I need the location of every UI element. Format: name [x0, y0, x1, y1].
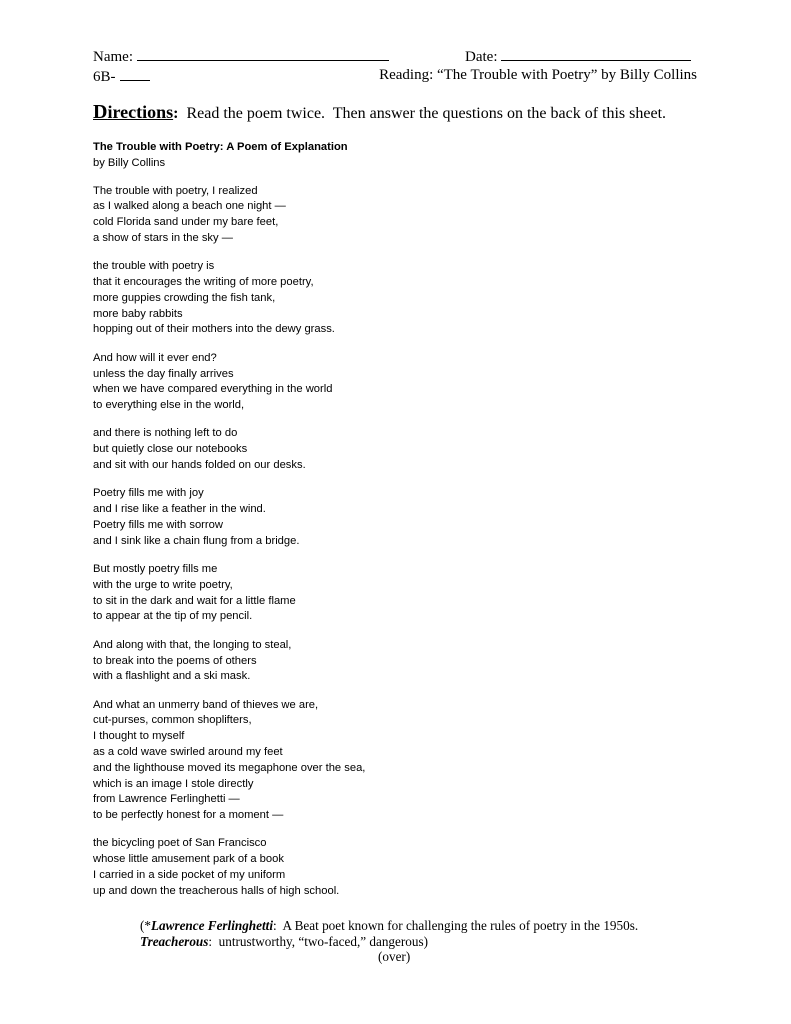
poem-line: I thought to myself: [93, 730, 185, 743]
poem-line: which is an image I stole directly: [93, 777, 254, 790]
poem-stanza: [93, 426, 693, 473]
poem-line: the trouble with poetry is: [93, 260, 215, 273]
poem-stanza: [93, 351, 693, 414]
footnote-text-ferlinghetti: : A Beat poet known for challenging the rules of poetry in the 1950s.: [272, 918, 639, 933]
name-label: Name:: [93, 49, 133, 65]
poem-line: with the urge to write poetry,: [93, 578, 233, 591]
poem-line: and there is nothing left to do: [93, 427, 238, 440]
poem-line: cut-purses, common shoplifters,: [93, 714, 252, 727]
name-field[interactable]: [93, 46, 389, 66]
poem-line: And along with that, the longing to steal,: [93, 638, 292, 651]
poem-stanza: [93, 259, 693, 338]
poem-line: as a cold wave swirled around my feet: [93, 746, 283, 758]
poem-line: and the lighthouse moved its megaphone over the sea,: [93, 761, 366, 774]
poem-stanza: [93, 698, 693, 824]
poem-line: And what an unmerry band of thieves we are,: [93, 698, 319, 711]
footnote-text-treacherous: : untrustworthy, “two-faced,” dangerous): [208, 934, 428, 949]
class-label: 6B-: [93, 69, 116, 85]
class-field[interactable]: [93, 66, 150, 86]
poem-line: But mostly poetry fills me: [93, 563, 218, 576]
date-blank-line[interactable]: [501, 46, 691, 61]
poem-line: more baby rabbits: [93, 307, 183, 320]
poem-line: Poetry fills me with joy: [93, 487, 204, 500]
footnote-treacherous: [140, 934, 638, 950]
poem-line: but quietly close our notebooks: [93, 443, 248, 456]
over-indicator: (over): [378, 949, 411, 964]
poem-stanza: [93, 638, 693, 685]
poem-stanza: [93, 562, 693, 625]
poem-line: and sit with our hands folded on our desks.: [93, 459, 306, 472]
poem-line: as I walked along a beach one night —: [93, 200, 286, 213]
poem-line: to be perfectly honest for a moment —: [93, 809, 284, 822]
poem-line: with a flashlight and a ski mask.: [93, 670, 251, 683]
poem-line: hopping out of their mothers into the dewy grass.: [93, 323, 335, 336]
name-blank-line[interactable]: [137, 46, 389, 61]
directions-label-rest: irections: [107, 102, 174, 122]
poem-line: whose little amusement park of a book: [93, 853, 284, 866]
poem-line: Poetry fills me with sorrow: [93, 518, 223, 531]
class-blank-line[interactable]: [120, 66, 150, 81]
poem-line: the bicycling poet of San Francisco: [93, 837, 267, 850]
poem-stanza: [93, 836, 693, 899]
poem: [93, 140, 693, 912]
directions: [93, 101, 666, 125]
poem-line: up and down the treacherous halls of high school.: [93, 884, 340, 897]
poem-line: when we have compared everything in the world: [93, 383, 333, 396]
footnote-term-ferlinghetti: Lawrence Ferlinghetti: [151, 918, 273, 933]
footnotes: [140, 918, 638, 950]
poem-line: to sit in the dark and wait for a little flame: [93, 594, 296, 607]
poem-stanzas: [93, 184, 693, 900]
poem-line: cold Florida sand under my bare feet,: [93, 216, 279, 229]
poem-line: from Lawrence Ferlinghetti —: [93, 793, 240, 806]
poem-line: The trouble with poetry, I realized: [93, 184, 258, 197]
poem-line: and I sink like a chain flung from a bridge.: [93, 534, 300, 547]
poem-title: The Trouble with Poetry: A Poem of Explanation: [93, 141, 348, 153]
footnote-prefix: (*: [140, 918, 151, 933]
footnote-term-treacherous: Treacherous: [140, 934, 209, 949]
date-field[interactable]: [465, 46, 691, 66]
poem-line: to everything else in the world,: [93, 399, 245, 412]
poem-line: to break into the poems of others: [93, 654, 257, 667]
poem-author: by Billy Collins: [93, 156, 166, 169]
poem-line: more guppies crowding the fish tank,: [93, 291, 276, 304]
date-label: Date:: [465, 49, 498, 65]
directions-label: [93, 102, 173, 122]
poem-line: I carried in a side pocket of my uniform: [93, 869, 286, 882]
poem-line: unless the day finally arrives: [93, 367, 234, 380]
poem-stanza: [93, 184, 693, 247]
poem-line: that it encourages the writing of more poetry,: [93, 276, 314, 289]
poem-line: and I rise like a feather in the wind.: [93, 503, 266, 516]
poem-line: a show of stars in the sky —: [93, 231, 233, 244]
directions-text: Read the poem twice. Then answer the questions on the back of this sheet.: [178, 105, 667, 122]
reading-title: Reading: “The Trouble with Poetry” by Billy Collins: [379, 67, 697, 83]
poem-line: And how will it ever end?: [93, 351, 217, 364]
footnote-ferlinghetti: [140, 918, 638, 934]
poem-stanza: [93, 486, 693, 549]
poem-line: to appear at the tip of my pencil.: [93, 610, 253, 623]
directions-colon: :: [173, 105, 179, 122]
directions-label-initial: D: [93, 101, 108, 123]
